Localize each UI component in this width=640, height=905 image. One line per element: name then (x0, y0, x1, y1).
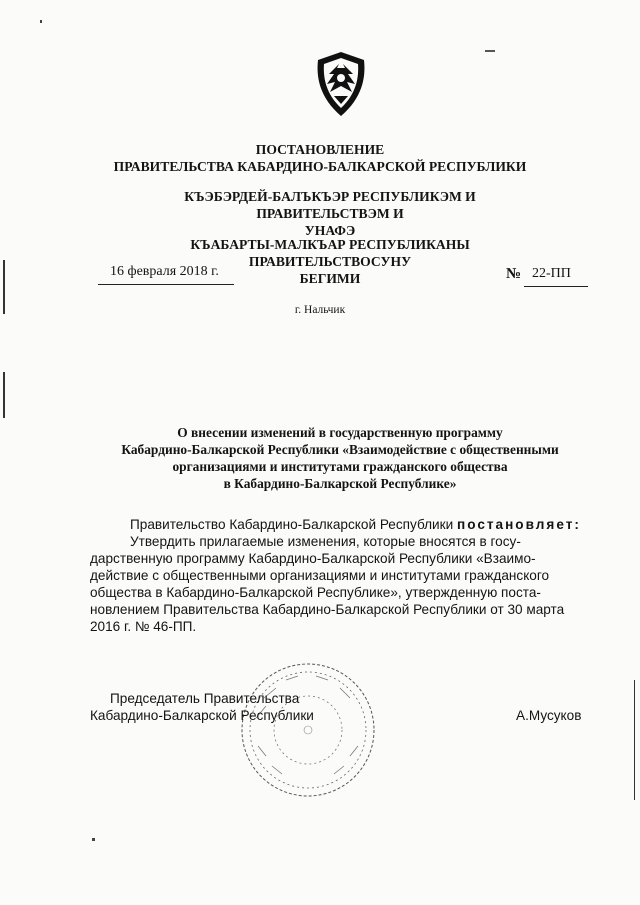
eagle-emblem-icon (310, 50, 372, 118)
official-seal (236, 658, 380, 802)
number-field (506, 266, 590, 288)
body-line-2: дарственную программу Кабардино-Балкарской Республики «Взаимо- (90, 551, 536, 566)
body-line-1: Утвердить прилагаемые изменения, которые вносятся в госу- (130, 534, 521, 549)
body-line-6: 2016 г. № 46-ПП. (90, 619, 197, 634)
issuer-kbd-line1: КЪЭБЭРДЕЙ-БАЛЪКЪЭР РЕСПУБЛИКЭМ И ПРАВИТЕЛЬСТВЭМ И (184, 189, 476, 221)
scan-speck (92, 838, 95, 841)
title-line-2: Кабардино-Балкарской Республики «Взаимодействие с общественными (121, 442, 559, 457)
decrees-word: постановляет: (456, 517, 581, 532)
issuer-krc-line2: БЕГИМИ (299, 271, 361, 286)
scan-speck (40, 20, 42, 23)
date-underline (98, 284, 234, 285)
signatory-title-line1: Председатель Правительства (110, 691, 300, 706)
city-label: г. Нальчик (294, 304, 346, 316)
scan-margin-line-left-lower (3, 372, 5, 418)
title-line-3: организациями и институтами гражданского общества (172, 459, 508, 474)
document-title (70, 424, 610, 492)
date-field (98, 264, 234, 284)
issuer-krc-line1: КЪАБАРТЫ-МАЛКЪАР РЕСПУБЛИКАНЫ ПРАВИТЕЛЬСТВОСУНУ (190, 237, 470, 269)
decree-body (90, 533, 586, 635)
date-value: 16 февраля 2018 г. (110, 264, 219, 279)
scan-margin-line-right (634, 680, 635, 800)
number-label: № (506, 266, 522, 282)
number-underline (524, 286, 588, 287)
body-line-5: новлением Правительства Кабардино-Балкарской Республики от 30 марта (90, 602, 565, 617)
signatory-title (90, 690, 370, 724)
preamble-line (130, 516, 600, 533)
title-line-1: О внесении изменений в государственную программу (177, 425, 503, 440)
scan-speck (485, 50, 495, 52)
issuer-ru-heading: ПРАВИТЕЛЬСТВА КАБАРДИНО-БАЛКАРСКОЙ РЕСПУБЛИКИ (113, 159, 527, 174)
issuer-kbd-line2: УНАФЭ (304, 223, 356, 238)
coat-of-arms-emblem (310, 50, 372, 118)
body-line-4: общества в Кабардино-Балкарской Республике», утвержденную поста- (90, 585, 541, 600)
scan-margin-line-left (3, 260, 5, 314)
signatory-name: А.Мусуков (516, 708, 582, 723)
preamble-text: Правительство Кабардино-Балкарской Республики (130, 517, 454, 532)
number-value: 22-ПП (532, 266, 571, 281)
title-line-4: в Кабардино-Балкарской Республике» (223, 476, 457, 491)
doc-type-heading: ПОСТАНОВЛЕНИЕ (255, 142, 385, 157)
signatory-title-line2: Кабардино-Балкарской Республики (90, 708, 314, 723)
body-line-3: действие с общественными организациями и институтами гражданского (90, 568, 550, 583)
seal-stamp-icon (236, 658, 380, 802)
issuer-kbd-heading (120, 188, 540, 239)
